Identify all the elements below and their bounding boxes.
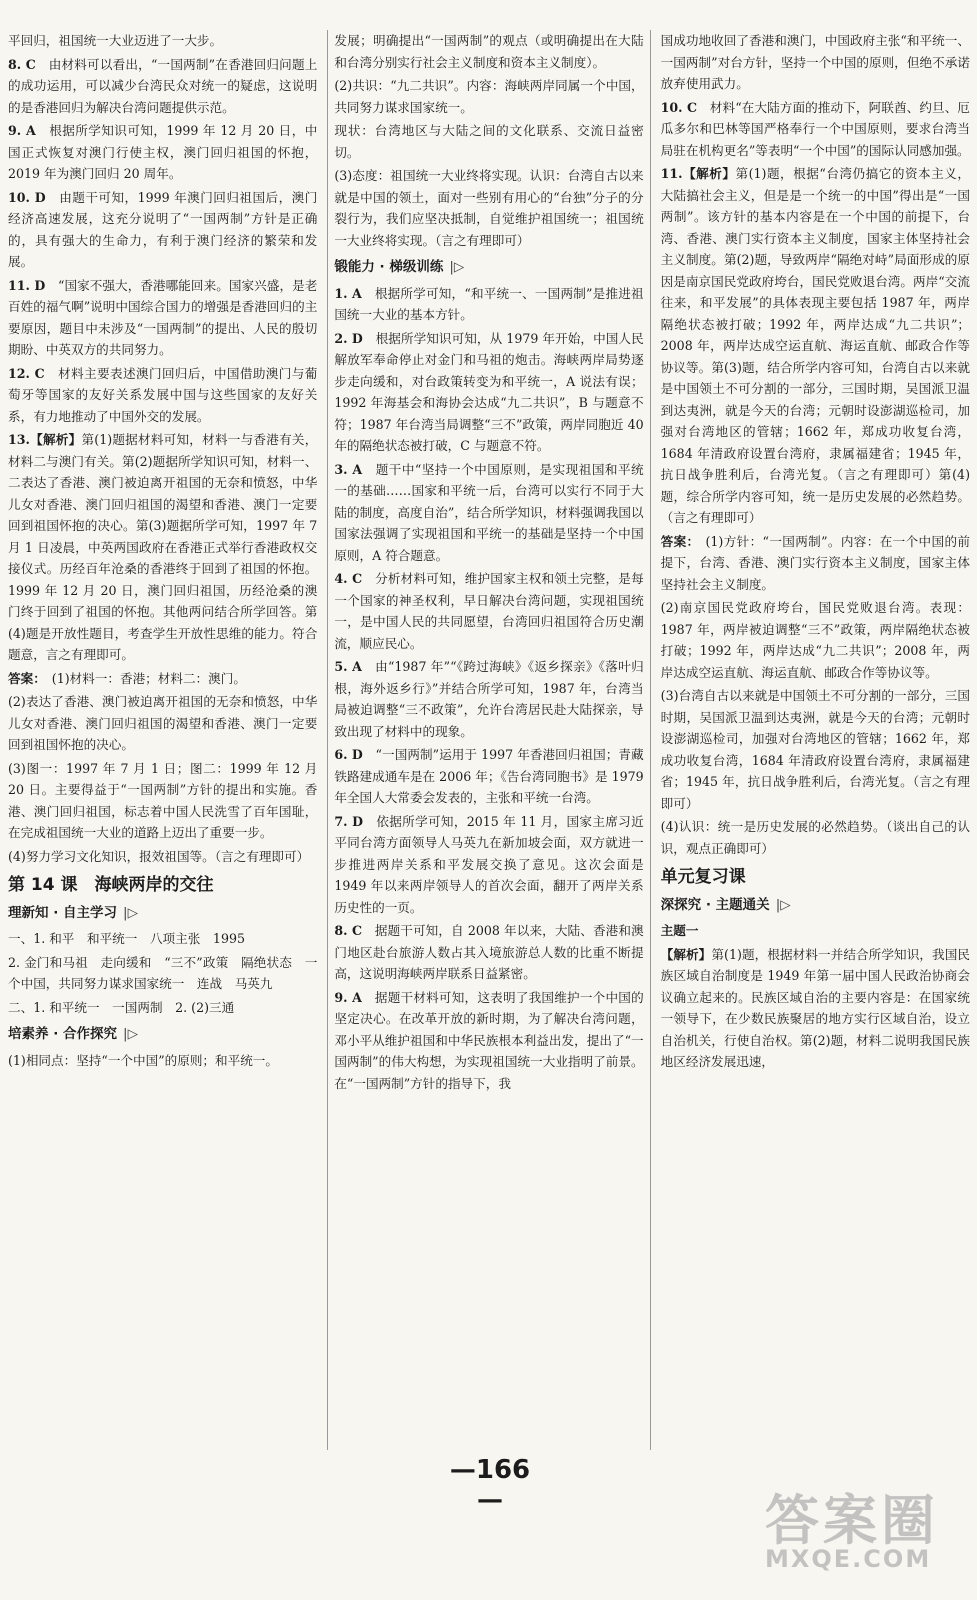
answer-line: (3)态度：祖国统一大业终将实现。认识：台湾自古以来就是中国的领土，面对一些别有用心的“台独”分子的分裂行为，我们应坚决抵制，自觉维护祖国统一；祖国统一大业终将实现。（言之有理即可） bbox=[334, 168, 644, 248]
watermark-logo bbox=[765, 1478, 955, 1578]
answer-item: 【解析】第(1)题，根据材料一并结合所学知识，我国民族区域自治制度是 1949 年第一届中国人民政治协商会议确立起来的。民族区域自治的主要内容是：在国家统一领导下，在少数民族聚居的地方实行区域自治，设立自治机关，行使自治权。第(2)题，材料二说明我国民族地区经济发展迅速， bbox=[660, 946, 970, 1069]
unit-title: 单元复习课 bbox=[660, 867, 746, 887]
answer-item: 11. D “国家不强大，香港哪能回来。国家兴盛，是老百姓的福气啊”说明中国综合国力的增强是香港回归的主要原因，题目中未涉及“一国两制”的提出、人民的殷切期盼、中英双方的共同努力。 bbox=[8, 277, 318, 357]
answer-item: 9. A 根据所学知识可知，1999 年 12 月 20 日，中国正式恢复对澳门行使主权，澳门回归祖国的怀抱，2019 年为澳门回归 20 周年。 bbox=[8, 123, 318, 181]
fill-answer-line: 2. 金门和马祖 走向缓和 “三不”政策 隔绝状态 一个中国，共同努力谋求国家统一 连战 马英九 bbox=[8, 954, 318, 991]
watermark-text: 答案圈 bbox=[765, 1489, 939, 1552]
answer-item: 2. D 根据所学知识可知，从 1979 年开始，中国人民解放军奉命停止对金门和马祖的炮击。海峡两岸局势逐步走向缓和，对台政策转变为和平统一，A 说法有误；1992 年海基会和海协会达成“九二共识”，B 与题意不符；1987 年台湾当局调整“三不”政策，两岸同胞近 40 年的隔绝状态被打破，C 与题意不符。 bbox=[334, 330, 644, 453]
right-column bbox=[661, 30, 970, 1450]
answer-line: (3)台湾自古以来就是中国领土不可分割的一部分，三国时期，吴国派卫温到达夷洲，就是今天的台湾；元朝时设澎湖巡检司，加强对台湾地区的管辖；1662 年，郑成功收复台湾，1684 年清政府设置台湾府，隶属福建省；1945 年，抗日战争胜利后，台湾光复。（言之有理即可） bbox=[660, 688, 970, 811]
section-heading: 理新知 · 自主学习 |▷ bbox=[8, 903, 317, 925]
answer-item: 12. C 材料主要表述澳门回归后，中国借助澳门与葡萄牙等国家的友好关系发展中国与这些国家的友好关系，有力地推动了中国外交的发展。 bbox=[8, 365, 318, 424]
answer-item: 4. C 分析材料可知，维护国家主权和领土完整，是每一个国家的神圣权利，早日解决台湾问题，实现祖国统一，是中国人民的共同愿望，台湾回归祖国符合历史潮流，顺应民心。 bbox=[334, 571, 644, 651]
answer-line: (2)共识：“九二共识”。内容：海峡两岸同属一个中国，共同努力谋求国家统一。 bbox=[334, 78, 644, 115]
left-column bbox=[8, 30, 317, 1450]
arrow-icon: |▷ bbox=[123, 1026, 138, 1042]
continued-text: 发展；明确提出“一国两制”的观点（或明确提出在大陆和台湾分别实行社会主义制度和资本主义制度）。 bbox=[334, 33, 644, 70]
answer-item: 3. A 题干中“坚持一个中国原则，是实现祖国和平统一的基础……国家和平统一后，台湾可以实行不同于大陆的制度，高度自治”，结合所学知识，材料强调我国以国家法强调了实现祖国和平统一的基础是坚持一个中国原则，A 符合题意。 bbox=[334, 461, 644, 563]
answer-item: 9. A 据题干材料可知，这表明了我国维护一个中国的坚定决心。在改革开放的新时期，为了解决台湾问题，邓小平从维护祖国和中华民族根本利益出发，提出了“一国两制”的伟大构想，为实现祖国统一大业指明了前景。在“一国两制”方针的指导下，我 bbox=[334, 989, 644, 1091]
arrow-icon: |▷ bbox=[775, 896, 791, 913]
answer-line: 答案： (1)材料一：香港；材料二：澳门。 bbox=[8, 670, 246, 686]
continued-text: 平回归，祖国统一大业迈进了一大步。 bbox=[8, 33, 223, 48]
section-heading: 深探究 · 主题通关 |▷ bbox=[661, 895, 970, 917]
page-body bbox=[8, 30, 970, 1450]
section-heading: 培素养 · 合作探究 |▷ bbox=[8, 1024, 317, 1046]
middle-column bbox=[327, 30, 650, 1450]
answer-item: 11.【解析】第(1)题，根据“台湾仍搞它的资本主义，大陆搞社会主义，但是是一个统一的中国”得出是“一国两制”。该方针的基本内容是在一个中国的前提下，台湾、香港、澳门实行资本主义制度，国家主体坚持社会主义制度。第(2)题，导致两岸“隔绝对峙”局面形成的原因是南京国民党政府垮台，国民党败退台湾。两岸“交流往来，和平发展”的具体表现主要包括 1987 年，两岸隔绝状态被打破；1992 年，两岸达成“九二共识”；2008 年，两岸达成空运直航、海运直航、邮政合作等协议等。第(3)题，结合所学内容可知，台湾自古以来就是中国领土不可分割的一部分，三国时期，吴国派卫温到达夷洲，就是今天的台湾；元朝时设澎湖巡检司，加强对台湾地区的管辖；1662 年，郑成功收复台湾，1684 年清政府设置台湾府，隶属福建省；1945 年，抗日战争胜利后，台湾光复。（言之有理即可）第(4)题，综合所学内容可知，统一是历史发展的必然趋势。（言之有理即可） bbox=[660, 166, 970, 525]
arrow-icon: |▷ bbox=[449, 259, 465, 275]
answer-line: (4)认识：统一是历史发展的必然趋势。（谈出自己的认识，观点正确即可） bbox=[660, 819, 970, 856]
answer-item: 6. D “一国两制”运用于 1997 年香港回归祖国；青藏铁路建成通车是在 2006 年；《告台湾同胞书》是 1979 年全国人大常委会发表的，主张和平统一台湾。 bbox=[334, 747, 644, 805]
watermark-url: MXQE.COM bbox=[765, 1545, 932, 1573]
answer-item: 5. A 由“1987 年”“《跨过海峡》《返乡探亲》《落叶归根，海外返乡行》”并结合所学可知，1987 年，台湾当局被迫调整“三不政策”，允许台湾居民赴大陆探亲，导致出现了材料中的现象。 bbox=[334, 659, 644, 739]
arrow-icon: |▷ bbox=[123, 904, 138, 921]
answer-item: 7. D 依据所学可知，2015 年 11 月，国家主席习近平同台湾方面领导人马英九在新加坡会面，双方就进一步推进两岸关系和平发展交换了意见。这次会面是 1949 年以来两岸领导人的首次会面，翻开了两岸关系历史性的一页。 bbox=[334, 813, 644, 915]
lesson-title: 第 14 课 海峡两岸的交往 bbox=[8, 875, 214, 895]
continued-text: 国成功地收回了香港和澳门，中国政府主张“和平统一、一国两制”对台方针，坚持一个中国的原则，但绝不承诺放弃使用武力。 bbox=[660, 33, 970, 91]
answer-item: 8. C 据题干可知，自 2008 年以来，大陆、香港和澳门地区赴台旅游人数占其入境旅游总人数的比重不断提高，这说明海峡两岸联系日益紧密。 bbox=[334, 923, 644, 981]
answer-line: 现状：台湾地区与大陆之间的文化联系、交流日益密切。 bbox=[334, 123, 644, 160]
fill-answer-line: 一、1. 和平 和平统一 八项主张 1995 bbox=[8, 931, 245, 946]
answer-item: 10. C 材料“在大陆方面的推动下，阿联酋、约旦、厄瓜多尔和巴林等国严格奉行一个中国原则，要求台湾当局驻在机构更名”等表明“一个中国”的国际认同感加强。 bbox=[660, 99, 970, 158]
answer-line: (3)图一：1997 年 7 月 1 日；图二：1999 年 12 月 20 日。主要得益于“一国两制”方针的提出和实施。香港、澳门回归祖国，标志着中国人民洗雪了百年国耻，在完成祖国统一大业的道路上迈出了重要一步。 bbox=[8, 760, 318, 840]
fill-answer-line: 二、1. 和平统一 一国两制 2. (2)三通 bbox=[8, 999, 235, 1015]
page-number: —166— bbox=[449, 1455, 531, 1515]
answer-line: (1)相同点：坚持“一个中国”的原则；和平统一。 bbox=[8, 1052, 278, 1068]
answer-line: (2)南京国民党政府垮台，国民党败退台湾。表现：1987 年，两岸被迫调整“三不”政策，两岸隔绝状态被打破；1992 年，两岸达成“九二共识”；2008 年，两岸达成空运直航、海运直航、邮政合作等协议等。 bbox=[660, 600, 970, 680]
topic-heading: 主题一 bbox=[660, 923, 699, 938]
answer-item: 10. D 由题干可知，1999 年澳门回归祖国后，澳门经济高速发展，这充分说明了“一国两制”方针是正确的，具有强大的生命力，有利于澳门经济的繁荣和发展。 bbox=[8, 189, 318, 269]
answer-line: (2)表达了香港、澳门被迫离开祖国的无奈和愤怒，中华儿女对香港、澳门回归祖国的渴望和香港、澳门一定要回到祖国怀抱的决心。 bbox=[8, 694, 318, 752]
answer-item: 1. A 根据所学可知，“和平统一、一国两制”是推进祖国统一大业的基本方针。 bbox=[334, 285, 644, 322]
answer-item: 13.【解析】第(1)题据材料可知，材料一与香港有关，材料二与澳门有关。第(2)题据所学知识可知，材料一、二表达了香港、澳门被迫离开祖国的无奈和愤怒，中华儿女对香港、澳门回归祖国的渴望和香港、澳门一定要回到祖国怀抱的决心。第(3)题据所学可知，1997 年 7 月 1 日凌晨，中英两国政府在香港正式举行香港政权交接仪式。历经百年沧桑的香港终于回到了祖国的怀抱。1999 年 12 月 20 日，澳门回归祖国，历经沧桑的澳门终于回到了祖国的怀抱。其他两问结合所学回答。第(4)题是开放性题目，考查学生开放性思维的能力。符合题意，言之有理即可。 bbox=[8, 432, 318, 662]
answer-line: (4)努力学习文化知识，报效祖国等。（言之有理即可） bbox=[8, 848, 310, 864]
answer-item: 8. C 由材料可以看出，“一国两制”在香港回归问题上的成功运用，可以减少台湾民众对统一的疑虑，这说明的是香港回归为解决台湾问题提供示范。 bbox=[8, 56, 318, 115]
answer-line: 答案： (1)方针：“一国两制”。内容：在一个中国的前提下，台湾、香港、澳门实行资本主义制度，国家主体坚持社会主义制度。 bbox=[660, 533, 970, 592]
section-heading: 锻能力 · 梯级训练 |▷ bbox=[334, 257, 643, 279]
